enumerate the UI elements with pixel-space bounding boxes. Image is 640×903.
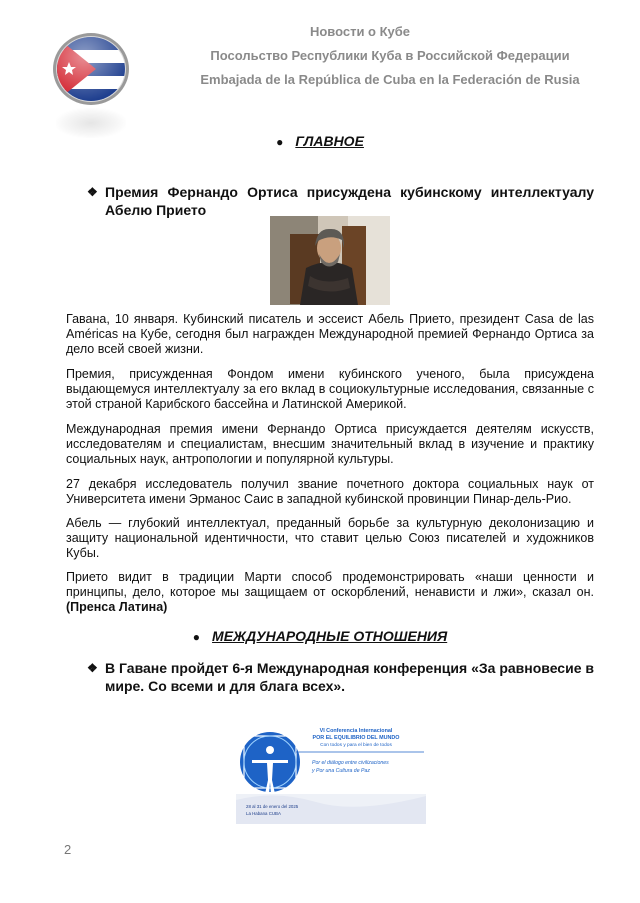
diamond-bullet-icon: ❖ <box>87 185 98 199</box>
portrait-photo-icon <box>270 216 390 305</box>
header-embassy-es: Embajada de la República de Cuba en la Federación de Rusia <box>200 72 580 87</box>
conference-poster <box>236 722 426 824</box>
bullet-icon: ● <box>192 630 201 644</box>
poster-line4: Por el diálogo entre civilizaciones <box>312 760 389 766</box>
poster-line3: Con todos y para el bien de todos <box>320 743 392 748</box>
paragraph-with-source <box>66 570 594 615</box>
source-credit: (Пренса Латина) <box>66 600 168 614</box>
article-title-text: В Гаване пройдет 6-я Международная конференция «За равновесие в мире. Со всеми и для блага всех». <box>105 660 594 694</box>
section-heading-text: ГЛАВНОЕ <box>295 133 364 149</box>
header-embassy-ru: Посольство Республики Куба в Российской Федерации <box>210 48 570 63</box>
poster-line1: VI Conferencia Internacional <box>319 728 393 734</box>
article-title-prieto <box>87 183 594 219</box>
poster-line2: POR EL EQUILIBRIO DEL MUNDO <box>312 735 400 741</box>
diamond-bullet-icon: ❖ <box>87 661 98 675</box>
poster-place: La Habana CUBA <box>246 811 281 816</box>
paragraph: Абель — глубокий интеллектуал, преданный борьбе за культурную деколонизацию и защиту национальной идентичности, что ставит целью Союз писателей и художников Кубы. <box>66 516 594 560</box>
paragraph: Премия, присужденная Фондом имени кубинского ученого, была присуждена выдающемуся интеллектуалу за его вклад в социокультурные исследования, связанные с этой страной Карибского бассейна и Латинской Америкой. <box>66 367 594 411</box>
section-heading-main <box>0 133 640 149</box>
cuban-flag-oval-logo-icon <box>52 30 130 108</box>
poster-dates: 28 al 31 de enero del 2025 <box>246 804 299 809</box>
paragraph: Гавана, 10 января. Кубинский писатель и эссеист Абель Прието, президент Casa de las Américas на Кубе, сегодня был награжден Международной премией Фернандо Ортиса за дело всей своей жизни. <box>66 312 594 356</box>
header-title: Новости о Кубе <box>309 24 411 39</box>
article-title-text: Премия Фернандо Ортиса присуждена кубинскому интеллектуалу Абелю Прието <box>105 184 594 218</box>
poster-line5: y Por una Cultura de Paz <box>312 768 370 774</box>
paragraph: 27 декабря исследователь получил звание почетного доктора социальных наук от Университета имени Эрманос Саис в западной кубинской провинции Пинар-дель-Рио. <box>66 477 594 506</box>
paragraph: Международная премия имени Фернандо Ортиса присуждается деятелям искусств, исследователям и специалистам, внесшим значительный вклад в изучение и практику социальных наук, антропологии и популярной культуры. <box>66 422 594 466</box>
paragraph-text: Прието видит в традиции Марти способ продемонстрировать «наши ценности и принципы, дело, которое мы защищаем от оскорблений, ненависти и лжи», сказал он. <box>66 570 594 599</box>
section-heading-international <box>0 628 640 644</box>
page-header <box>0 0 640 130</box>
article-title-conference <box>87 659 594 695</box>
section-heading-text: МЕЖДУНАРОДНЫЕ ОТНОШЕНИЯ <box>212 628 448 644</box>
page-number: 2 <box>64 842 72 857</box>
bullet-icon: ● <box>276 135 284 149</box>
